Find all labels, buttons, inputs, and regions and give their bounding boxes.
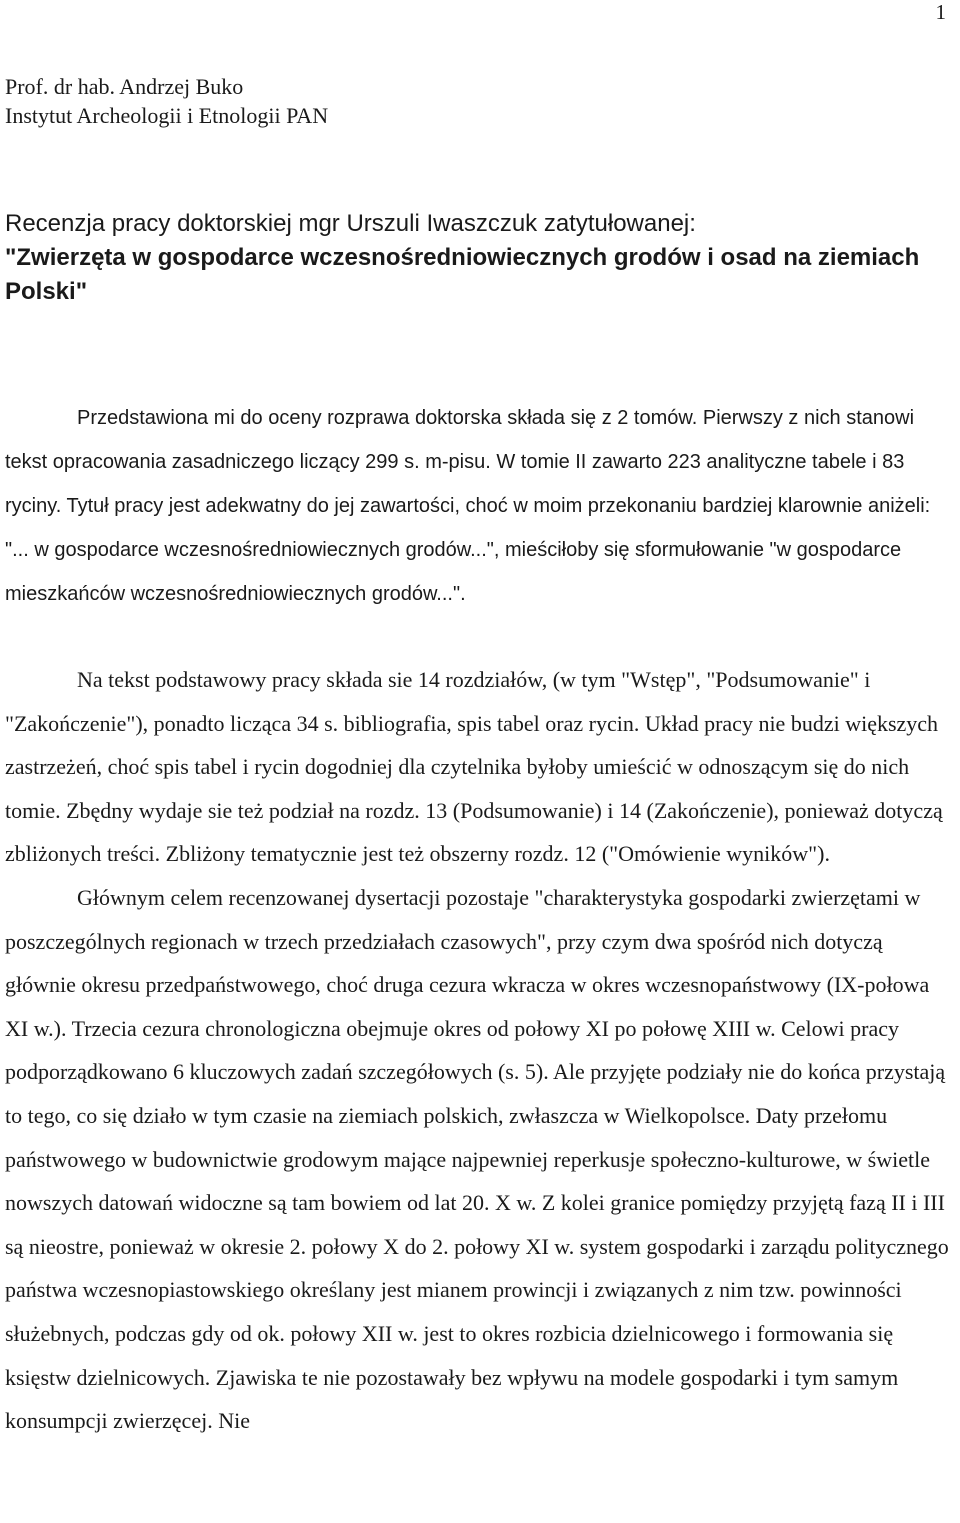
- dissertation-title: "Zwierzęta w gospodarce wczesnośredniowiecznych grodów i osad na ziemiach Polski": [5, 244, 920, 305]
- page-number: 1: [935, 0, 946, 24]
- structure-paragraph: Na tekst podstawowy pracy składa sie 14 rozdziałów, (w tym "Wstęp", "Podsumowanie" i "Zakończenie"), ponadto licząca 34 s. bibliografia, spis tabel oraz rycin. Układ pracy nie budzi większych zastrzeżeń, choć spis tabel i rycin dogodniej dla czytelnika byłoby umieścić w odnoszącym się do nich tomie. Zbędny wydaje sie też podział na rozdz. 13 (Podsumowanie) i 14 (Zakończenie), ponieważ dotyczą zbliżonych treści. Zbliżony tematycznie jest też obszerny rozdz. 12 ("Omówienie wyników").: [5, 667, 943, 867]
- goal-paragraph: Głównym celem recenzowanej dysertacji pozostaje "charakterystyka gospodarki zwierzętami w poszczególnych regionach w trzech przedziałach czasowych", przy czym dwa spośród nich dotyczą głównie okresu przedpaństwowego, choć druga cezura wkracza w okres wczesnopaństwowy (IX-połowa XI w.). Trzecia cezura chronologiczna obejmuje okres od połowy XI po połowę XIII w. Celowi pracy podporządkowano 6 kluczowych zadań szczegółowych (s. 5). Ale przyjęte podziały nie do końca przystają to tego, co się działo w tym czasie na ziemiach polskich, zwłaszcza w Wielkopolsce. Daty przełomu państwowego w budownictwie grodowym mające najpewniej reperkusje społeczno-kulturowe, w świetle nowszych datowań widoczne są tam bowiem od lat 20. X w. Z kolei granice pomiędzy przyjętą fazą II i III są nieostre, ponieważ w okresie 2. połowy X do 2. połowy XI w. system gospodarki i zarządu politycznego państwa wczesnopiastowskiego określany jest mianem prowincji i związanych z nim tzw. powinności służebnych, podczas gdy od ok. połowy XII w. jest to okres rozbicia dzielnicowego i formowania się księstw dzielnicowych. Zjawiska te nie pozostawały bez wpływu na modele gospodarki i tym samym konsumpcji zwierzęcej. Nie: [5, 884, 949, 1434]
- intro-section: [5, 396, 955, 616]
- intro-paragraph: Przedstawiona mi do oceny rozprawa doktorska składa się z 2 tomów. Pierwszy z nich stanowi tekst opracowania zasadniczego liczący 299 s. m-pisu. W tomie II zawarto 223 analityczne tabele i 83 ryciny. Tytuł pracy jest adekwatny do jej zawartości, choć w moim przekonaniu bardziej klarownie aniżeli: "... w gospodarce wczesnośredniowiecznych grodów...", mieściłoby się sformułowanie "w gospodarce mieszkańców wczesnośredniowiecznych grodów...".: [5, 407, 931, 605]
- author-name: Prof. dr hab. Andrzej Buko: [5, 74, 244, 99]
- author-institution: Instytut Archeologii i Etnologii PAN: [5, 103, 329, 128]
- review-title-block: [5, 207, 945, 309]
- body-section: [5, 658, 955, 1443]
- review-heading: Recenzja pracy doktorskiej mgr Urszuli Iwaszczuk zatytułowanej:: [5, 210, 696, 237]
- author-block: [5, 72, 328, 130]
